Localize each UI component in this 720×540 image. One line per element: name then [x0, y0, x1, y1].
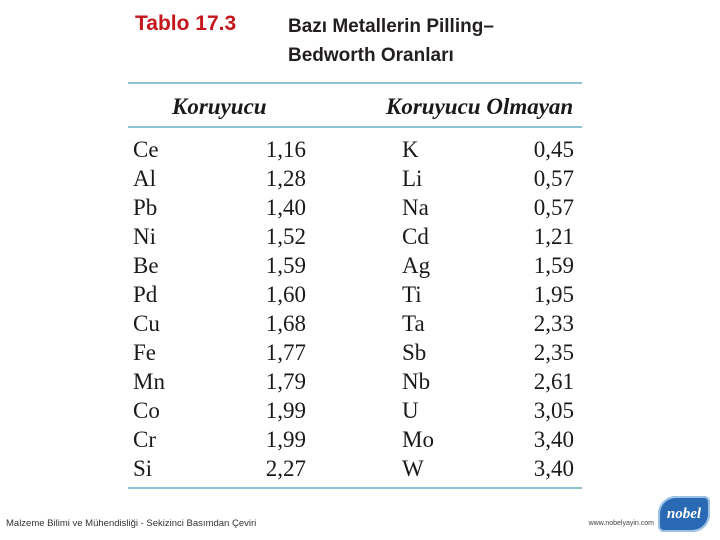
protective-ratio: 1,28	[265, 166, 306, 191]
table-row	[128, 369, 582, 398]
nonprotective-metal: Cd	[402, 224, 429, 249]
protective-ratio: 1,79	[265, 369, 306, 394]
ratio-table-body	[128, 137, 582, 485]
publisher-url: www.nobelyayin.com	[588, 520, 654, 527]
column-header-nonprotective: Koruyucu Olmayan	[386, 94, 574, 119]
protective-ratio: 1,99	[265, 398, 306, 423]
protective-metal: Mn	[133, 369, 165, 394]
table-row	[128, 398, 582, 427]
nonprotective-ratio: 1,21	[533, 224, 574, 249]
protective-ratio: 2,27	[265, 456, 306, 481]
protective-ratio: 1,59	[265, 253, 306, 278]
protective-metal: Co	[133, 398, 160, 423]
protective-metal: Ce	[133, 137, 159, 162]
column-header-protective: Koruyucu	[172, 94, 267, 119]
nonprotective-ratio: 0,45	[533, 137, 574, 162]
protective-ratio: 1,99	[265, 427, 306, 452]
nonprotective-metal: W	[402, 456, 424, 481]
nonprotective-ratio: 0,57	[533, 166, 574, 191]
book-title-footer: Malzeme Bilimi ve Mühendisliği - Sekizinci Basımdan Çeviri	[6, 518, 257, 529]
nobel-logo	[658, 496, 710, 532]
nonprotective-metal: K	[402, 137, 419, 162]
table-row	[128, 427, 582, 456]
nonprotective-metal: U	[402, 398, 419, 423]
protective-metal: Ni	[133, 224, 156, 249]
protective-metal: Pd	[133, 282, 158, 307]
protective-metal: Be	[133, 253, 159, 278]
logo-text: nobel	[666, 505, 702, 522]
protective-metal: Cu	[133, 311, 160, 336]
protective-metal: Si	[133, 456, 153, 481]
protective-metal: Pb	[133, 195, 158, 220]
nonprotective-ratio: 2,61	[533, 369, 574, 394]
table-row	[128, 253, 582, 282]
top-rule	[128, 82, 582, 84]
nonprotective-metal: Ta	[402, 311, 425, 336]
nonprotective-ratio: 2,35	[533, 340, 574, 365]
protective-ratio: 1,77	[265, 340, 306, 365]
table-number: Tablo 17.3	[135, 12, 237, 35]
nonprotective-metal: Li	[402, 166, 423, 191]
table-row	[128, 282, 582, 311]
nonprotective-metal: Ag	[402, 253, 431, 278]
table-row	[128, 137, 582, 166]
table-row	[128, 224, 582, 253]
nonprotective-ratio: 3,40	[533, 456, 574, 481]
table-title-line-2: Bedworth Oranları	[288, 45, 454, 66]
protective-metal: Cr	[133, 427, 156, 452]
nonprotective-ratio: 1,95	[533, 282, 574, 307]
nonprotective-ratio: 2,33	[533, 311, 574, 336]
nonprotective-ratio: 1,59	[533, 253, 574, 278]
protective-ratio: 1,68	[265, 311, 306, 336]
table-row	[128, 166, 582, 195]
table-title	[288, 12, 494, 70]
header-rule	[128, 126, 582, 128]
table-row	[128, 195, 582, 224]
protective-ratio: 1,60	[265, 282, 306, 307]
nonprotective-metal: Sb	[402, 340, 427, 365]
nonprotective-metal: Ti	[402, 282, 422, 307]
nonprotective-ratio: 3,40	[533, 427, 574, 452]
table-title-line-1: Bazı Metallerin Pilling–	[288, 16, 494, 37]
nonprotective-ratio: 0,57	[533, 195, 574, 220]
nonprotective-metal: Mo	[402, 427, 434, 452]
protective-ratio: 1,52	[265, 224, 306, 249]
protective-metal: Fe	[133, 340, 156, 365]
protective-ratio: 1,16	[265, 137, 306, 162]
bottom-rule	[128, 487, 582, 489]
table-row	[128, 311, 582, 340]
table-row	[128, 456, 582, 485]
protective-ratio: 1,40	[265, 195, 306, 220]
nonprotective-metal: Na	[402, 195, 429, 220]
nonprotective-ratio: 3,05	[533, 398, 574, 423]
table-row	[128, 340, 582, 369]
protective-metal: Al	[133, 166, 156, 191]
nonprotective-metal: Nb	[402, 369, 431, 394]
